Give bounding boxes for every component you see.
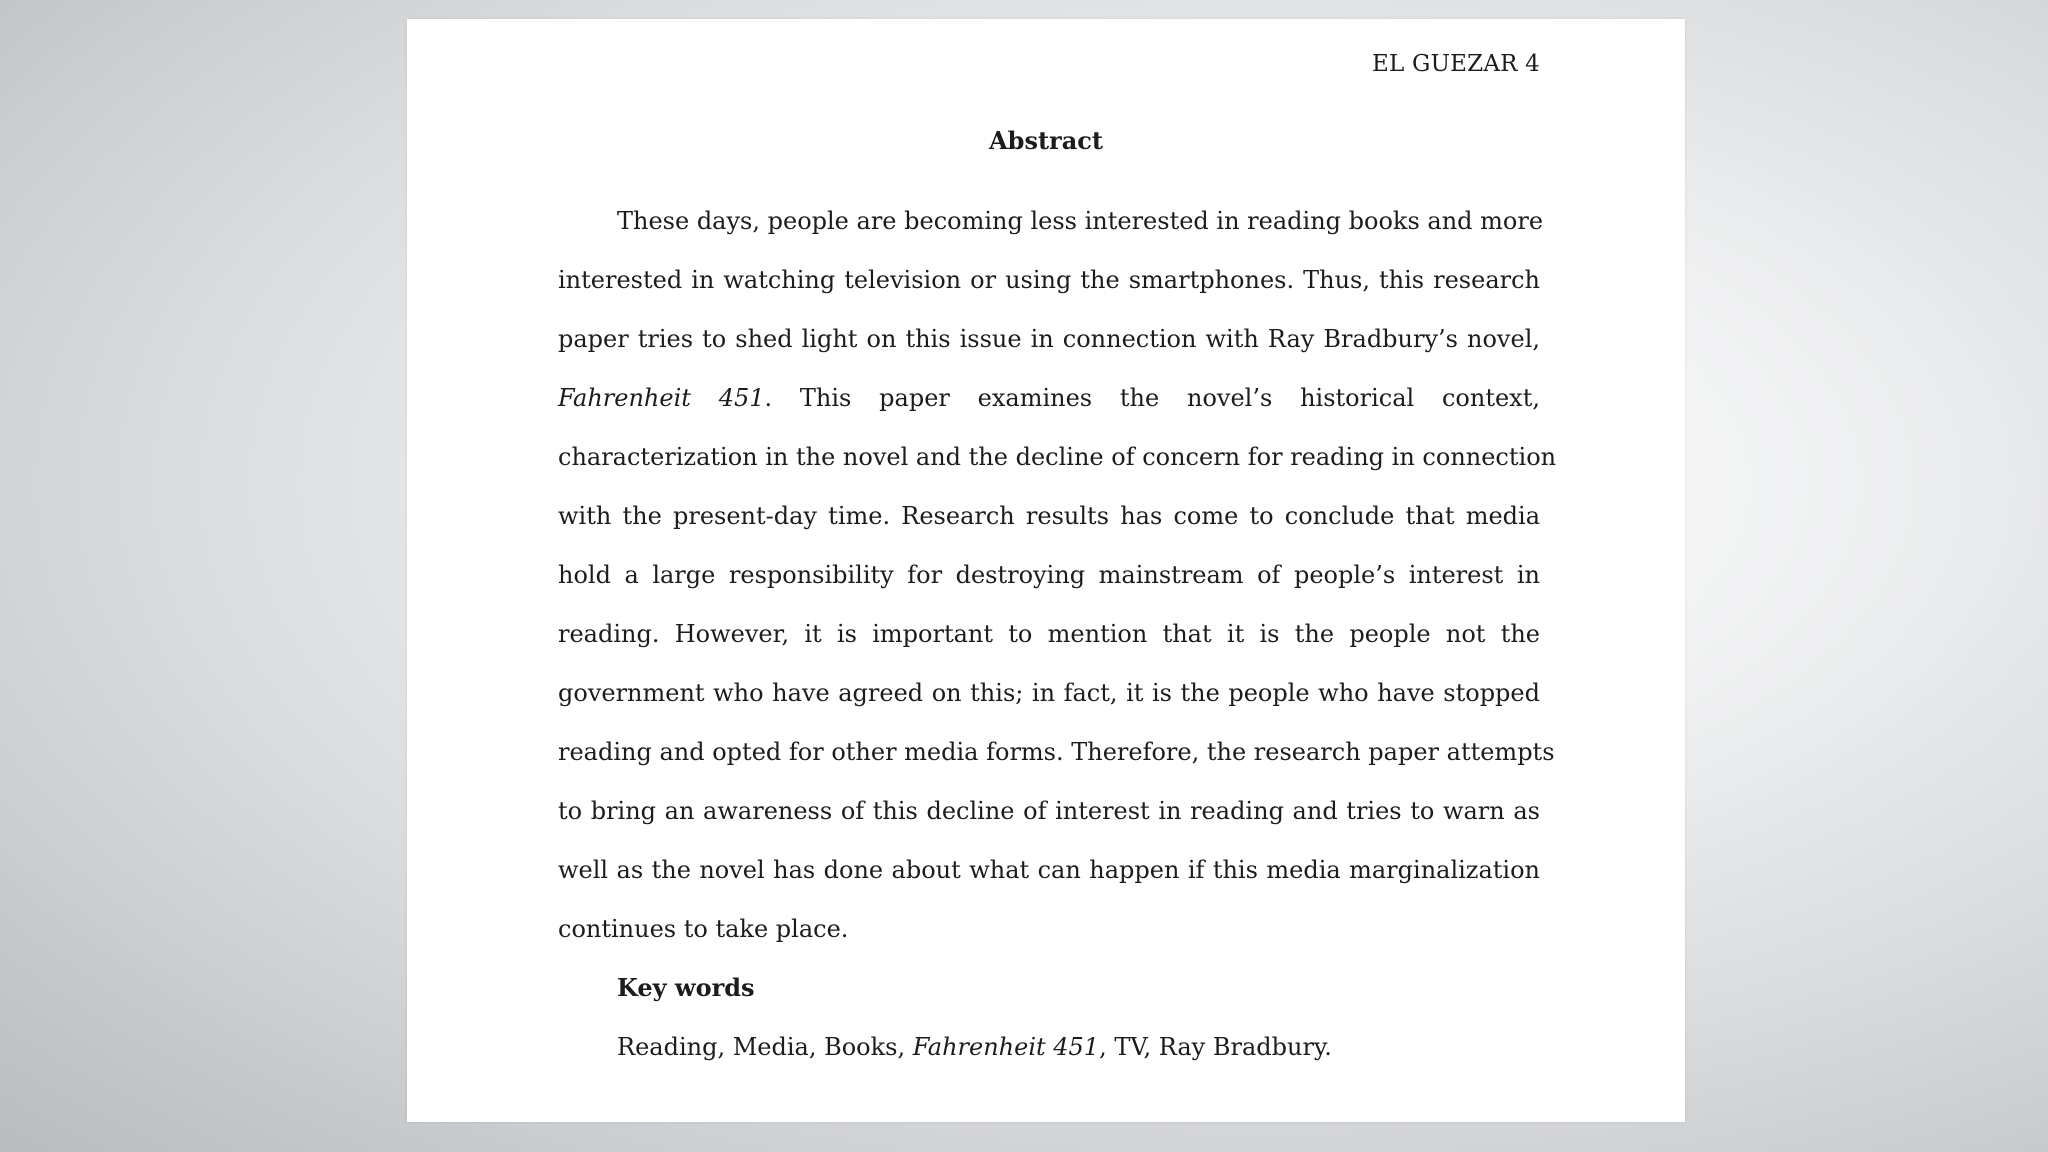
abstract-line-last: continues to take place.: [558, 915, 849, 943]
abstract-line: characterization in the novel and the decline of concern for reading in connection: [558, 443, 1557, 471]
abstract-line-4: [558, 383, 1540, 413]
keywords-after: , TV, Ray Bradbury.: [1099, 1033, 1332, 1061]
novel-title: Fahrenheit 451: [558, 384, 765, 412]
abstract-title: Abstract: [989, 126, 1103, 155]
abstract-line: paper tries to shed light on this issue in connection with Ray Bradbury’s novel,: [558, 325, 1540, 353]
abstract-line: government who have agreed on this; in fact, it is the people who have stopped: [558, 679, 1540, 707]
running-head: EL GUEZAR 4: [1372, 51, 1540, 77]
keywords-heading: Key words: [617, 973, 755, 1002]
keywords-novel-title: Fahrenheit 451: [912, 1033, 1100, 1061]
abstract-line-4-rest: . This paper examines the novel’s historical context,: [764, 384, 1540, 412]
abstract-line: with the present-day time. Research results has come to conclude that media: [558, 502, 1540, 530]
abstract-line: to bring an awareness of this decline of interest in reading and tries to warn as: [558, 797, 1540, 825]
document-page: [407, 19, 1685, 1122]
abstract-line: These days, people are becoming less interested in reading books and more: [617, 207, 1544, 235]
abstract-line: hold a large responsibility for destroying mainstream of people’s interest in: [558, 561, 1540, 589]
abstract-line: interested in watching television or using the smartphones. Thus, this research: [558, 266, 1540, 294]
abstract-line: reading. However, it is important to mention that it is the people not the: [558, 620, 1540, 648]
abstract-line: well as the novel has done about what can happen if this media marginalization: [558, 856, 1540, 884]
keywords-before: Reading, Media, Books,: [617, 1033, 913, 1061]
abstract-line: reading and opted for other media forms. Therefore, the research paper attempts: [558, 738, 1555, 766]
keywords-list: [617, 1032, 1332, 1062]
